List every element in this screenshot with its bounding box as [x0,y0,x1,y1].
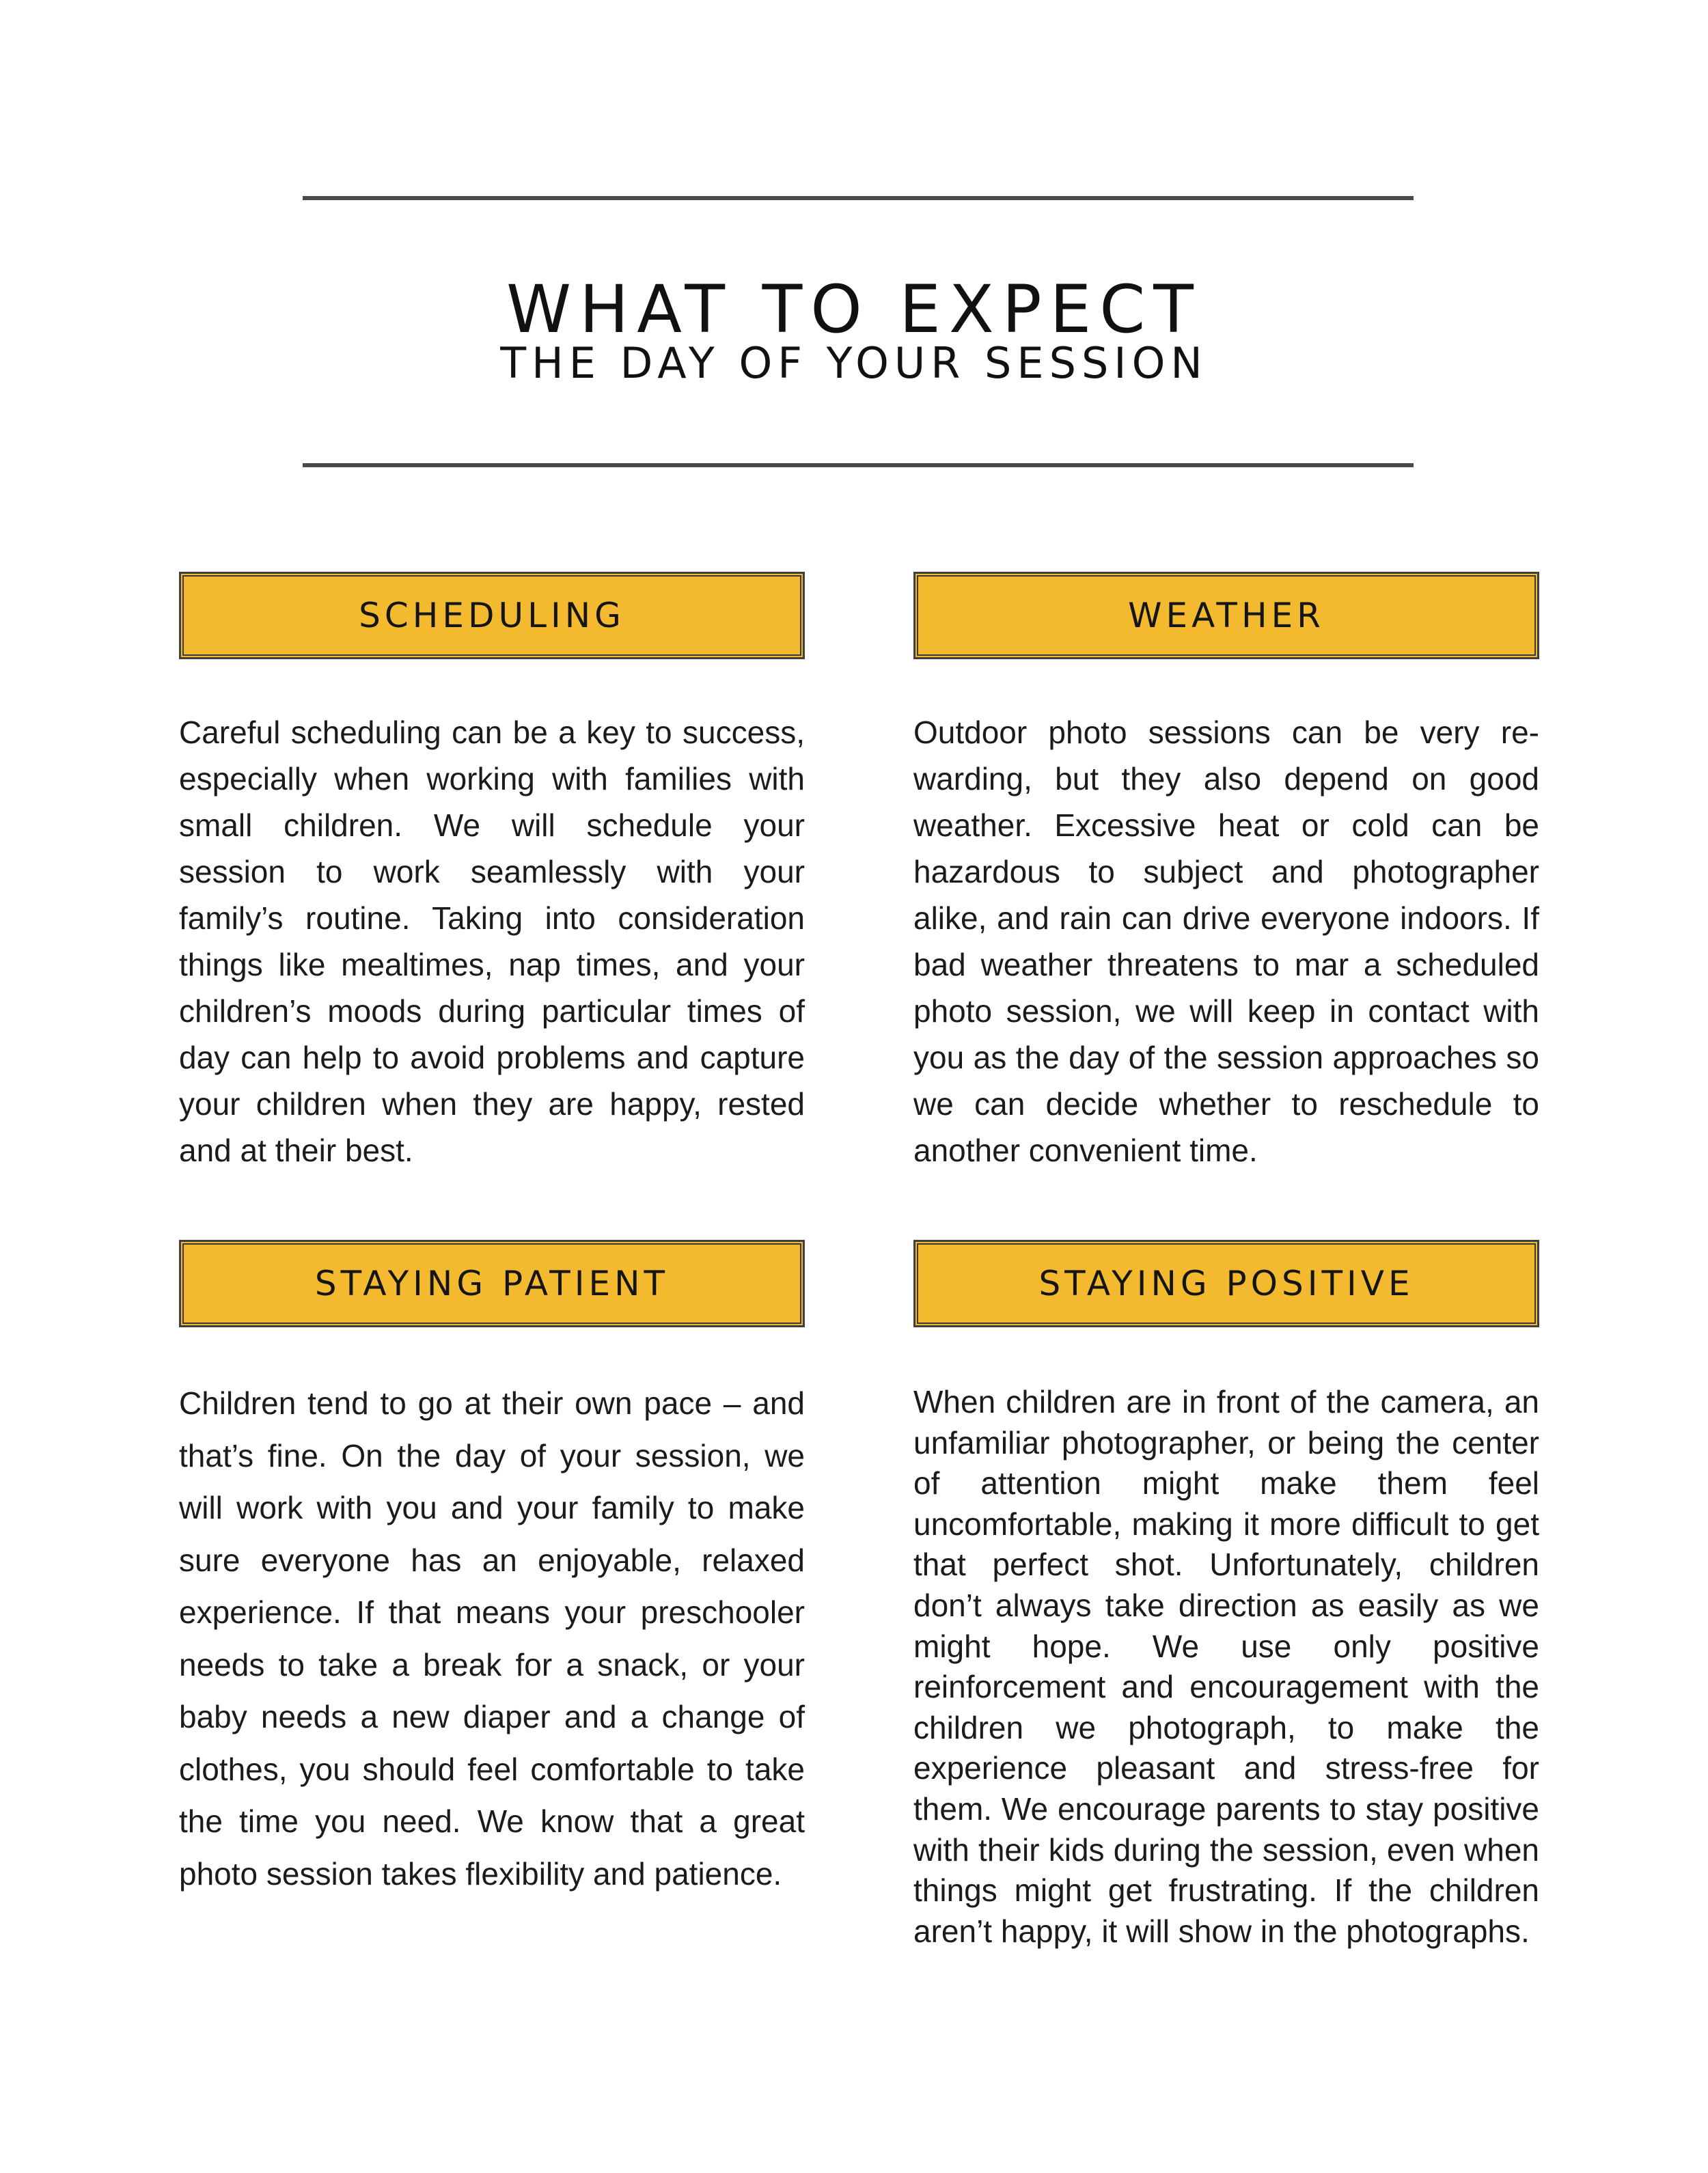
section-heading-staying-patient: STAYING PATIENT [179,1240,805,1327]
section-body-staying-positive: When children are in front of the camera, an unfamiliar photographer, or being the center of attention might make them feel uncomfortable, making it more difficult to get that perfect shot. Unfortunately, children don’t always take direction as easily as we might hope. We use only positive reinforcement and encouragement with the children we photograph, to make the experience pleasant and stress-free for them. We encourage parents to stay positive with their kids during the session, even when things might get frustrating. If the children aren’t happy, it will show in the photographs. [913,1384,1539,1949]
section-heading-weather: WEATHER [913,572,1539,659]
bottom-divider [303,463,1414,467]
page-title: WHAT TO EXPECT [506,271,1202,348]
section-body-weather: Outdoor photo sessions can be very rewarding, but they also depend on good weather. Excessive heat or cold can be hazardous to subject and photographer alike, and rain can drive everyone indoors. If bad weather threatens to mar a scheduled photo session, we will keep in contact with you as the day of the session approaches so we can decide whether to reschedule to another convenient time. [913,715,1539,1168]
section-body-scheduling: Careful scheduling can be a key to success, especially when working with families with small children. We will schedule your session to work seamlessly with your family’s routine. Taking into consideration things like mealtimes, nap times, and your children’s moods during particular times of day can help to avoid problems and capture your children when they are happy, rested and at their best. [179,715,805,1168]
top-divider [303,196,1414,200]
section-heading-staying-positive: STAYING POSITIVE [913,1240,1539,1327]
section-body-staying-patient: Children tend to go at their own pace – and that’s fine. On the day of your session, we will work with you and your family to make sure everyone has an enjoyable, relaxed experience. If that means your preschooler needs to take a break for a snack, or your baby needs a new diaper and a change of clothes, you should feel comfortable to take the time you need. We know that a great photo session takes flexibility and patience. [179,1385,805,1892]
page-subtitle: THE DAY OF YOUR SESSION [500,338,1208,388]
section-heading-scheduling: SCHEDULING [179,572,805,659]
